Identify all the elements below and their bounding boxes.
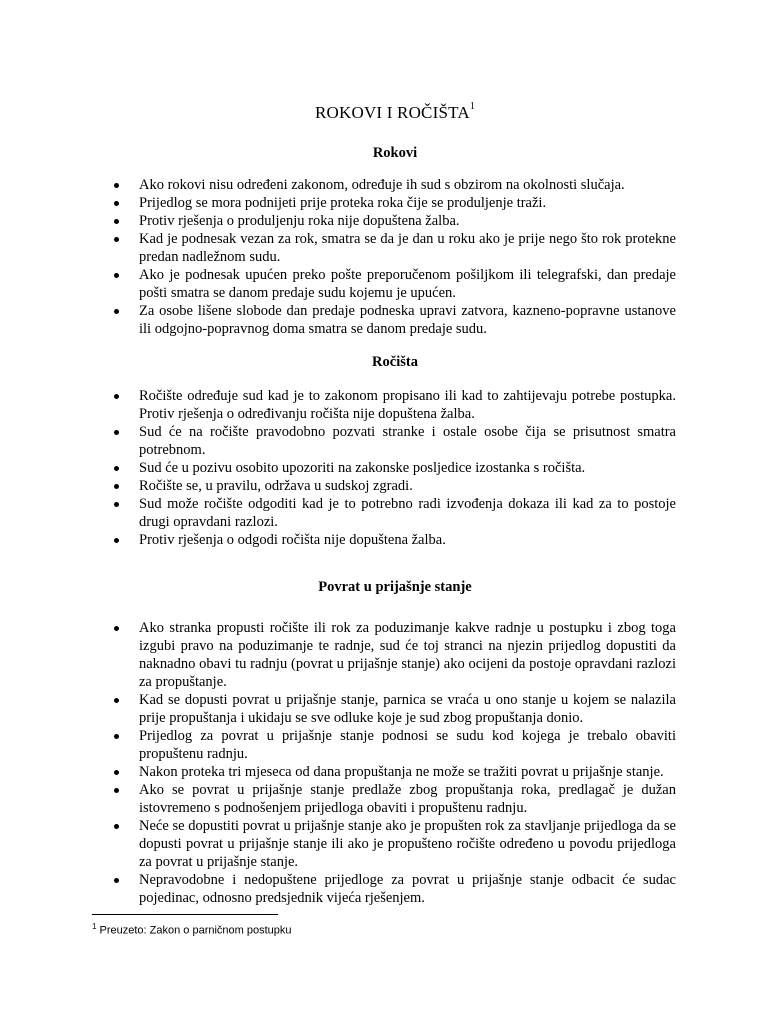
bullet-icon xyxy=(114,734,119,739)
bullet-icon xyxy=(114,201,119,206)
title-text: ROKOVI I ROČIŠTA xyxy=(314,103,470,122)
list-item: Ako stranka propusti ročište ili rok za poduzimanje kakve radnje u postupku i zbog toga izgubi pravo na poduzimanje te radnje, sud će toj stranci na njezin prijedlog dopustiti da naknadno obavi tu radnju (povrat u prijašnje stanje) ako ocijeni da postoje opravdani razlozi za propuštanje. xyxy=(114,619,676,691)
list-item: Prijedlog za povrat u prijašnje stanje podnosi se sudu kod kojega je trebalo obaviti propuštenu radnju. xyxy=(114,727,676,763)
bullet-icon xyxy=(114,394,119,399)
list-item: Ročište se, u pravilu, održava u sudskoj zgradi. xyxy=(114,477,676,495)
list-item: Ročište određuje sud kad je to zakonom propisano ili kad to zahtijevaju potrebe postupka. Protiv rješenja o određivanju ročišta nije dopuštena žalba. xyxy=(114,387,676,423)
section-heading: Povrat u prijašnje stanje xyxy=(318,579,472,595)
bullet-icon xyxy=(114,698,119,703)
bullet-icon xyxy=(114,219,119,224)
list-item: Protiv rješenja o produljenju roka nije dopuštena žalba. xyxy=(114,212,676,230)
bullet-icon xyxy=(114,770,119,775)
list-item: Kad se dopusti povrat u prijašnje stanje, parnica se vraća u ono stanje u kojem se nalazila prije propuštanja i ukidaju se sve odluke koje je sud zbog propuštanja donio. xyxy=(114,691,676,727)
title-footnote-mark: 1 xyxy=(469,101,476,112)
section-rokovi xyxy=(114,145,676,338)
bullet-icon xyxy=(114,824,119,829)
section-heading: Rokovi xyxy=(372,145,418,161)
bullet-list xyxy=(114,619,676,907)
section-rocista xyxy=(114,354,676,549)
bullet-icon xyxy=(114,626,119,631)
document-body xyxy=(114,103,676,907)
page-title xyxy=(114,103,676,123)
section-povrat xyxy=(114,579,676,907)
list-item: Sud će u pozivu osobito upozoriti na zakonske posljedice izostanka s ročišta. xyxy=(114,459,676,477)
bullet-list xyxy=(114,176,676,338)
footnote-divider xyxy=(92,914,278,915)
list-item: Prijedlog se mora podnijeti prije proteka roka čije se produljenje traži. xyxy=(114,194,676,212)
bullet-icon xyxy=(114,878,119,883)
footnote xyxy=(92,922,292,937)
list-item: Kad je podnesak vezan za rok, smatra se da je dan u roku ako je prije nego što rok protekne predan nadležnom sudu. xyxy=(114,230,676,266)
list-item: Ako se povrat u prijašnje stanje predlaže zbog propuštanja roka, predlagač je dužan istovremeno s podnošenjem prijedloga obaviti i propuštenu radnju. xyxy=(114,781,676,817)
bullet-icon xyxy=(114,538,119,543)
list-item: Neće se dopustiti povrat u prijašnje stanje ako je propušten rok za stavljanje prijedloga da se dopusti povrat u prijašnje stanje ili ako je propušteno ročište određeno u povodu prijedloga za povrat u prijašnje stanje. xyxy=(114,817,676,871)
bullet-icon xyxy=(114,183,119,188)
bullet-icon xyxy=(114,237,119,242)
list-item: Sud će na ročište pravodobno pozvati stranke i ostale osobe čija se prisutnost smatra potrebnom. xyxy=(114,423,676,459)
bullet-icon xyxy=(114,309,119,314)
list-item: Ako je podnesak upućen preko pošte preporučenom pošiljkom ili telegrafski, dan predaje pošti smatra se danom predaje sudu kojemu je upućen. xyxy=(114,266,676,302)
bullet-icon xyxy=(114,466,119,471)
footnote-mark: 1 xyxy=(92,922,97,931)
bullet-icon xyxy=(114,430,119,435)
list-item: Nepravodobne i nedopuštene prijedloge za povrat u prijašnje stanje odbacit će sudac pojedinac, odnosno predsjednik vijeća rješenjem. xyxy=(114,871,676,907)
list-item: Sud može ročište odgoditi kad je to potrebno radi izvođenja dokaza ili kad za to postoje drugi opravdani razlozi. xyxy=(114,495,676,531)
bullet-icon xyxy=(114,788,119,793)
bullet-icon xyxy=(114,484,119,489)
bullet-list xyxy=(114,387,676,549)
list-item: Ako rokovi nisu određeni zakonom, određuje ih sud s obzirom na okolnosti slučaja. xyxy=(114,176,676,194)
bullet-icon xyxy=(114,273,119,278)
list-item: Protiv rješenja o odgodi ročišta nije dopuštena žalba. xyxy=(114,531,676,549)
section-heading: Ročišta xyxy=(372,354,418,370)
footnote-text: Preuzeto: Zakon o parničnom postupku xyxy=(99,924,292,937)
bullet-icon xyxy=(114,502,119,507)
list-item: Za osobe lišene slobode dan predaje podneska upravi zatvora, kazneno-popravne ustanove ili odgojno-popravnog doma smatra se danom predaje sudu. xyxy=(114,302,676,338)
list-item: Nakon proteka tri mjeseca od dana propuštanja ne može se tražiti povrat u prijašnje stanje. xyxy=(114,763,676,781)
